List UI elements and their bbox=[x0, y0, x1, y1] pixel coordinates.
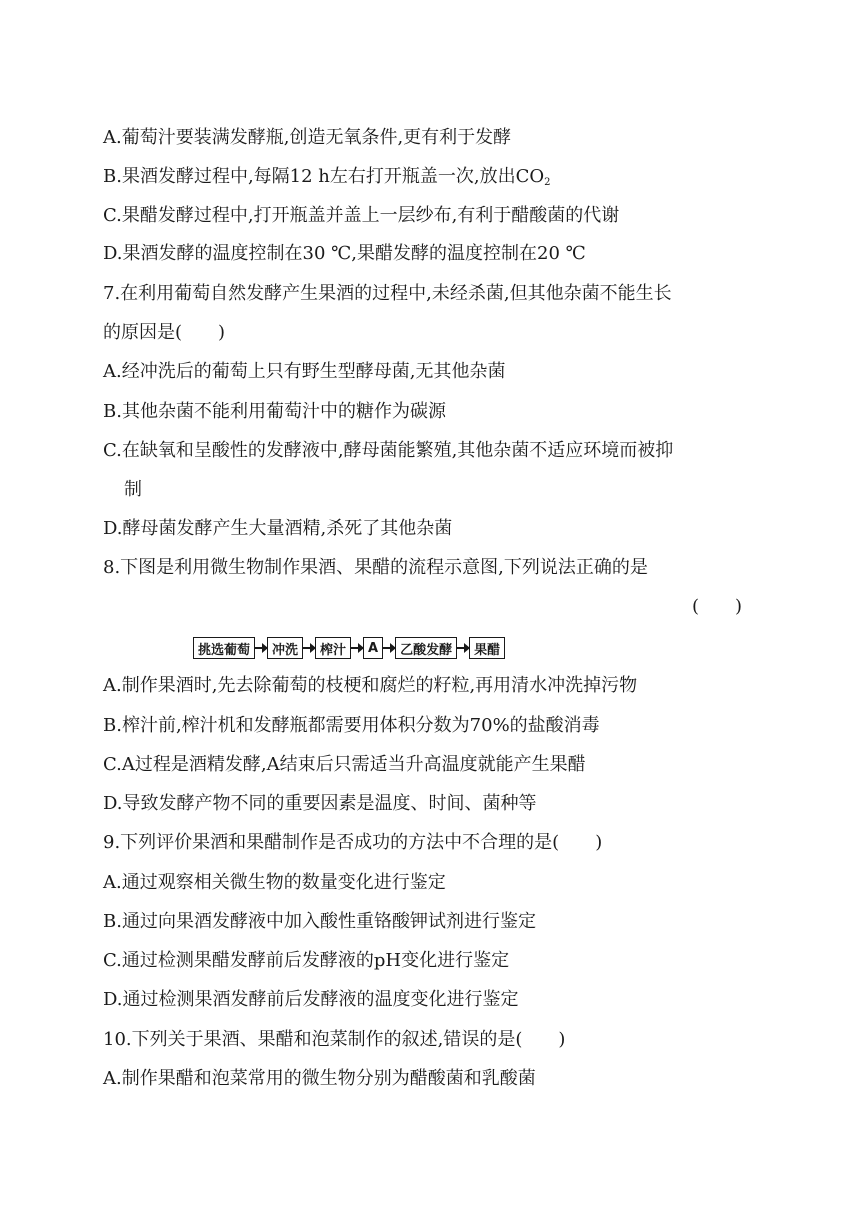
q7-option-c-line1: C.在缺氧和呈酸性的发酵液中,酵母菌能繁殖,其他杂菌不适应环境而被抑 bbox=[103, 440, 674, 461]
q10-option-a: A.制作果醋和泡菜常用的微生物分别为醋酸菌和乳酸菌 bbox=[103, 1068, 536, 1089]
q10-stem: 10.下列关于果酒、果醋和泡菜制作的叙述,错误的是( ) bbox=[103, 1029, 566, 1050]
q9-option-d: D.通过检测果酒发酵前后发酵液的温度变化进行鉴定 bbox=[103, 989, 519, 1010]
q9-option-b: B.通过向果酒发酵液中加入酸性重铬酸钾试剂进行鉴定 bbox=[103, 911, 536, 932]
q9-option-c: C.通过检测果醋发酵前后发酵液的pH变化进行鉴定 bbox=[103, 950, 510, 971]
flow-arrow bbox=[383, 647, 395, 649]
process-flowchart bbox=[193, 636, 505, 660]
q8-option-c: C.A过程是酒精发酵,A结束后只需适当升高温度就能产生果醋 bbox=[103, 754, 586, 775]
q6-option-b bbox=[103, 165, 551, 195]
flow-arrow bbox=[457, 647, 469, 649]
flow-step-juice: 榨汁 bbox=[315, 637, 351, 659]
co2-subscript: 2 bbox=[544, 177, 551, 188]
q6-option-c: C.果醋发酵过程中,打开瓶盖并盖上一层纱布,有利于醋酸菌的代谢 bbox=[103, 205, 620, 226]
q7-stem-line1: 7.在利用葡萄自然发酵产生果酒的过程中,未经杀菌,但其他杂菌不能生长 bbox=[103, 283, 672, 304]
q8-option-a: A.制作果酒时,先去除葡萄的枝梗和腐烂的籽粒,再用清水冲洗掉污物 bbox=[103, 675, 638, 696]
q7-option-a: A.经冲洗后的葡萄上只有野生型酵母菌,无其他杂菌 bbox=[103, 361, 506, 382]
flow-step-select-grapes: 挑选葡萄 bbox=[193, 637, 255, 659]
q6-option-b-text: B.果酒发酵过程中,每隔12 h左右打开瓶盖一次,放出CO bbox=[103, 166, 545, 187]
q8-answer-paren: ( ) bbox=[692, 596, 743, 617]
flow-step-vinegar: 果醋 bbox=[469, 637, 505, 659]
q6-option-a: A.葡萄汁要装满发酵瓶,创造无氧条件,更有利于发酵 bbox=[103, 127, 512, 148]
q8-option-d: D.导致发酵产物不同的重要因素是温度、时间、菌种等 bbox=[103, 793, 537, 814]
flow-arrow bbox=[255, 647, 267, 649]
q9-option-a: A.通过观察相关微生物的数量变化进行鉴定 bbox=[103, 872, 446, 893]
q7-option-b: B.其他杂菌不能利用葡萄汁中的糖作为碳源 bbox=[103, 401, 446, 422]
flow-step-a: A bbox=[363, 637, 383, 659]
q8-stem: 8.下图是利用微生物制作果酒、果醋的流程示意图,下列说法正确的是 bbox=[103, 557, 648, 578]
q7-stem-line2: 的原因是( ) bbox=[103, 322, 226, 343]
q6-option-d: D.果酒发酵的温度控制在30 ℃,果醋发酵的温度控制在20 ℃ bbox=[103, 243, 586, 264]
flow-step-rinse: 冲洗 bbox=[267, 637, 303, 659]
flow-arrow bbox=[351, 647, 363, 649]
q8-option-b: B.榨汁前,榨汁机和发酵瓶都需要用体积分数为70%的盐酸消毒 bbox=[103, 715, 600, 736]
q7-option-c-line2: 制 bbox=[124, 479, 142, 500]
flow-step-acetic-fermentation: 乙酸发酵 bbox=[395, 637, 457, 659]
flow-arrow bbox=[303, 647, 315, 649]
q7-option-d: D.酵母菌发酵产生大量酒精,杀死了其他杂菌 bbox=[103, 518, 453, 539]
q9-stem: 9.下列评价果酒和果醋制作是否成功的方法中不合理的是( ) bbox=[103, 832, 603, 853]
